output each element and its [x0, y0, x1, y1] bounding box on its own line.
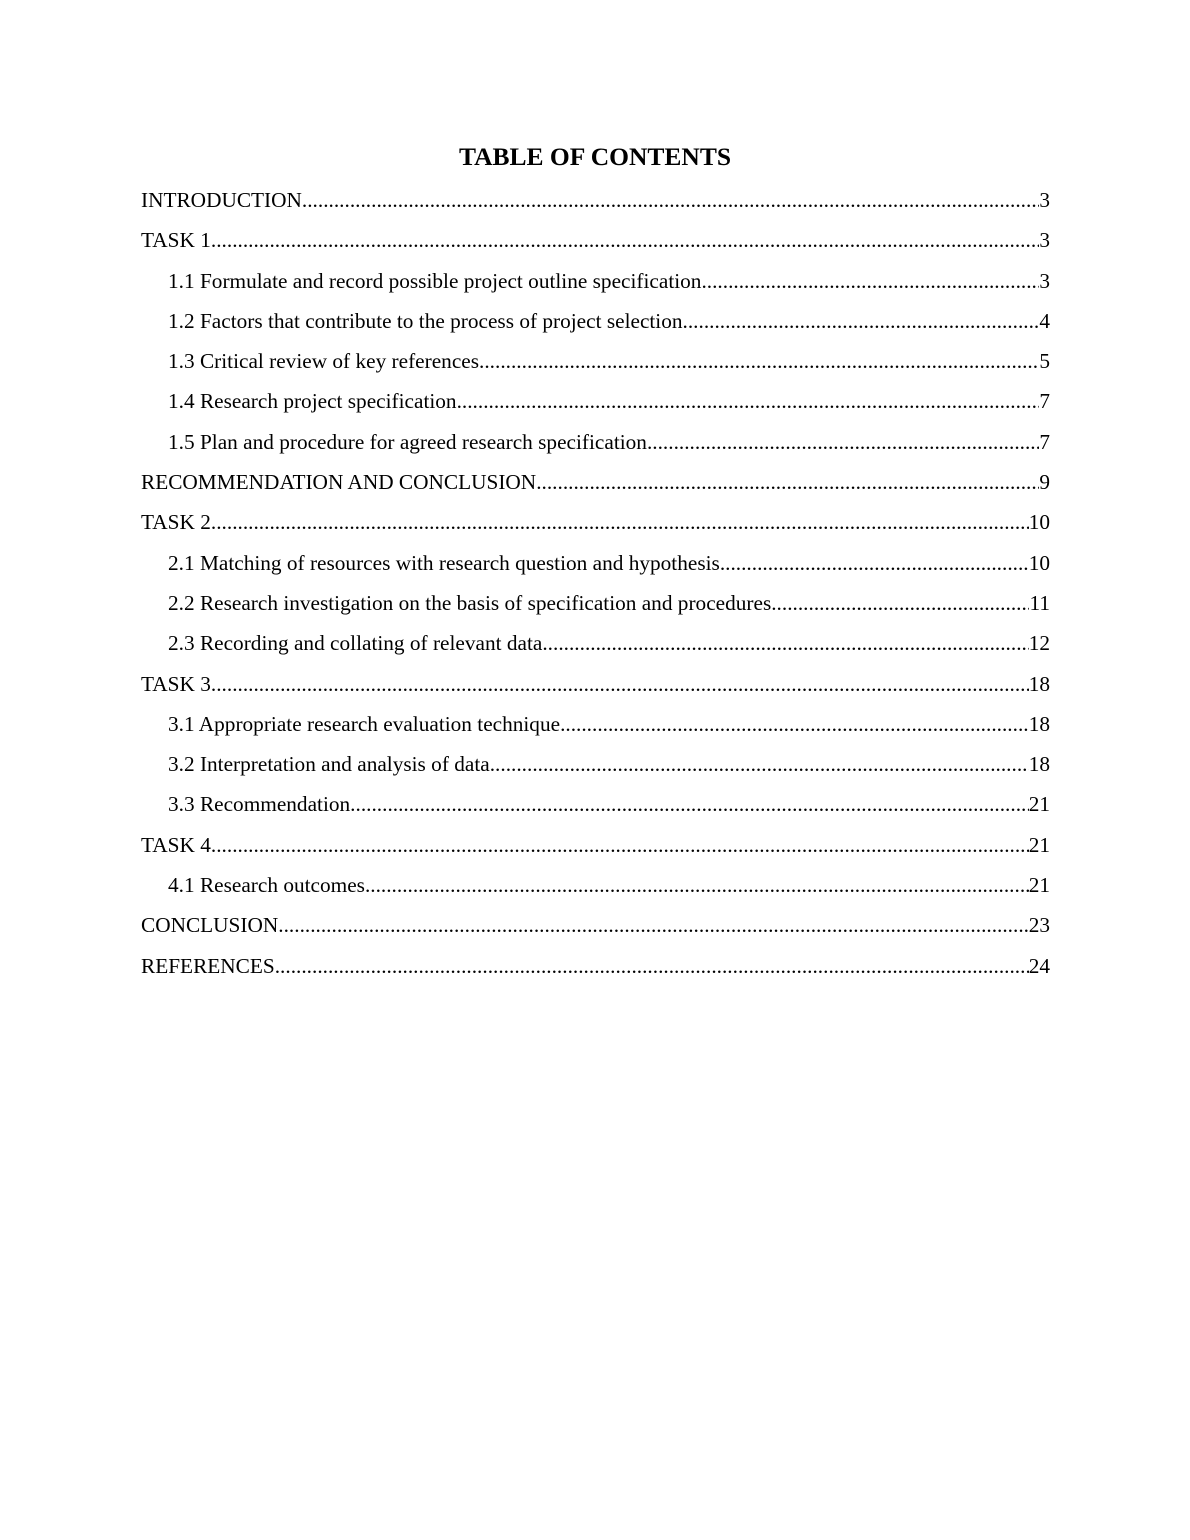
toc-entry-label: INTRODUCTION: [141, 188, 302, 212]
toc-dot-leader: [365, 869, 1029, 901]
toc-entry[interactable]: [141, 265, 1050, 305]
toc-dot-leader: [683, 305, 1040, 337]
toc-dot-leader: [457, 385, 1040, 417]
toc-entry-label: 3.1 Appropriate research evaluation technique: [168, 711, 561, 736]
toc-entry-label: TASK 1: [141, 228, 211, 253]
toc-entry-page-number: 18: [1028, 711, 1050, 736]
toc-dot-leader: [536, 466, 1039, 498]
toc-entry[interactable]: [141, 788, 1050, 828]
toc-entry-page-number: 3: [1039, 268, 1050, 293]
toc-entry-label: 1.1 Formulate and record possible project outline specification: [168, 268, 702, 293]
toc-entry-label: TASK 2: [141, 510, 211, 535]
toc-entry-label: 2.2 Research investigation on the basis of specification and procedures: [168, 590, 772, 615]
toc-title: TABLE OF CONTENTS: [458, 142, 732, 171]
toc-entry-page-number: 18: [1028, 752, 1050, 777]
toc-dot-leader: [275, 950, 1029, 982]
toc-entry-page-number: 9: [1039, 470, 1050, 495]
toc-entry[interactable]: [141, 506, 1050, 546]
toc-entry-page-number: 21: [1028, 792, 1050, 817]
toc-entry-label: 1.5 Plan and procedure for agreed research specification: [168, 429, 647, 454]
toc-entry[interactable]: [141, 909, 1050, 949]
toc-entry-label: 3.2 Interpretation and analysis of data: [168, 752, 490, 777]
toc-entry-page-number: 21: [1028, 832, 1050, 857]
toc-entry-page-number: 23: [1028, 913, 1050, 938]
toc-entry[interactable]: [141, 587, 1050, 627]
toc-entry[interactable]: [141, 466, 1050, 506]
toc-list: [141, 184, 1050, 990]
toc-entry[interactable]: [141, 708, 1050, 748]
toc-dot-leader: [211, 224, 1039, 256]
toc-entry-page-number: 10: [1028, 510, 1050, 535]
toc-entry[interactable]: [141, 829, 1050, 869]
toc-entry-page-number: 5: [1039, 349, 1050, 374]
toc-entry[interactable]: [141, 345, 1050, 385]
toc-entry-label: REFERENCES: [141, 953, 275, 978]
toc-entry[interactable]: [141, 547, 1050, 587]
toc-entry-page-number: 3: [1039, 188, 1050, 212]
toc-dot-leader: [211, 506, 1029, 538]
toc-entry[interactable]: [141, 668, 1050, 708]
toc-entry[interactable]: [141, 305, 1050, 345]
toc-entry-label: TASK 3: [141, 671, 211, 696]
toc-entry-label: 2.1 Matching of resources with research question and hypothesis: [168, 550, 720, 575]
toc-dot-leader: [720, 547, 1029, 579]
toc-dot-leader: [490, 748, 1029, 780]
toc-entry[interactable]: [141, 184, 1050, 224]
toc-dot-leader: [211, 668, 1029, 700]
toc-entry-label: TASK 4: [141, 832, 211, 857]
toc-entry-page-number: 12: [1028, 631, 1050, 656]
toc-entry-label: 1.2 Factors that contribute to the process of project selection: [168, 308, 683, 333]
toc-entry-page-number: 10: [1028, 550, 1050, 575]
toc-dot-leader: [647, 426, 1039, 458]
toc-entry-page-number: 7: [1039, 429, 1050, 454]
toc-dot-leader: [771, 587, 1029, 619]
toc-entry-page-number: 4: [1039, 308, 1050, 333]
toc-entry-page-number: 11: [1029, 590, 1050, 615]
toc-entry-page-number: 21: [1028, 873, 1050, 898]
toc-entry-page-number: 3: [1039, 228, 1050, 253]
toc-entry[interactable]: [141, 385, 1050, 425]
toc-dot-leader: [479, 345, 1039, 377]
toc-entry-page-number: 24: [1028, 953, 1050, 978]
toc-entry[interactable]: [141, 627, 1050, 667]
toc-entry[interactable]: [141, 224, 1050, 264]
toc-entry-label: 3.3 Recommendation: [168, 792, 351, 817]
toc-entry-page-number: 7: [1039, 389, 1050, 414]
toc-entry[interactable]: [141, 426, 1050, 466]
toc-entry-label: 1.4 Research project specification: [168, 389, 457, 414]
toc-dot-leader: [302, 184, 1039, 216]
toc-dot-leader: [701, 265, 1039, 297]
toc-dot-leader: [350, 788, 1029, 820]
toc-entry-label: CONCLUSION: [141, 913, 279, 938]
toc-dot-leader: [278, 909, 1028, 941]
toc-dot-leader: [211, 829, 1029, 861]
toc-entry-page-number: 18: [1028, 671, 1050, 696]
toc-dot-leader: [560, 708, 1029, 740]
toc-entry-label: 1.3 Critical review of key references: [168, 349, 480, 374]
toc-entry-label: RECOMMENDATION AND CONCLUSION: [141, 470, 537, 495]
toc-entry[interactable]: [141, 869, 1050, 909]
toc-entry[interactable]: [141, 950, 1050, 990]
toc-entry-label: 4.1 Research outcomes: [168, 873, 365, 898]
toc-entry[interactable]: [141, 748, 1050, 788]
toc-dot-leader: [542, 627, 1028, 659]
toc-entry-label: 2.3 Recording and collating of relevant data: [168, 631, 543, 656]
